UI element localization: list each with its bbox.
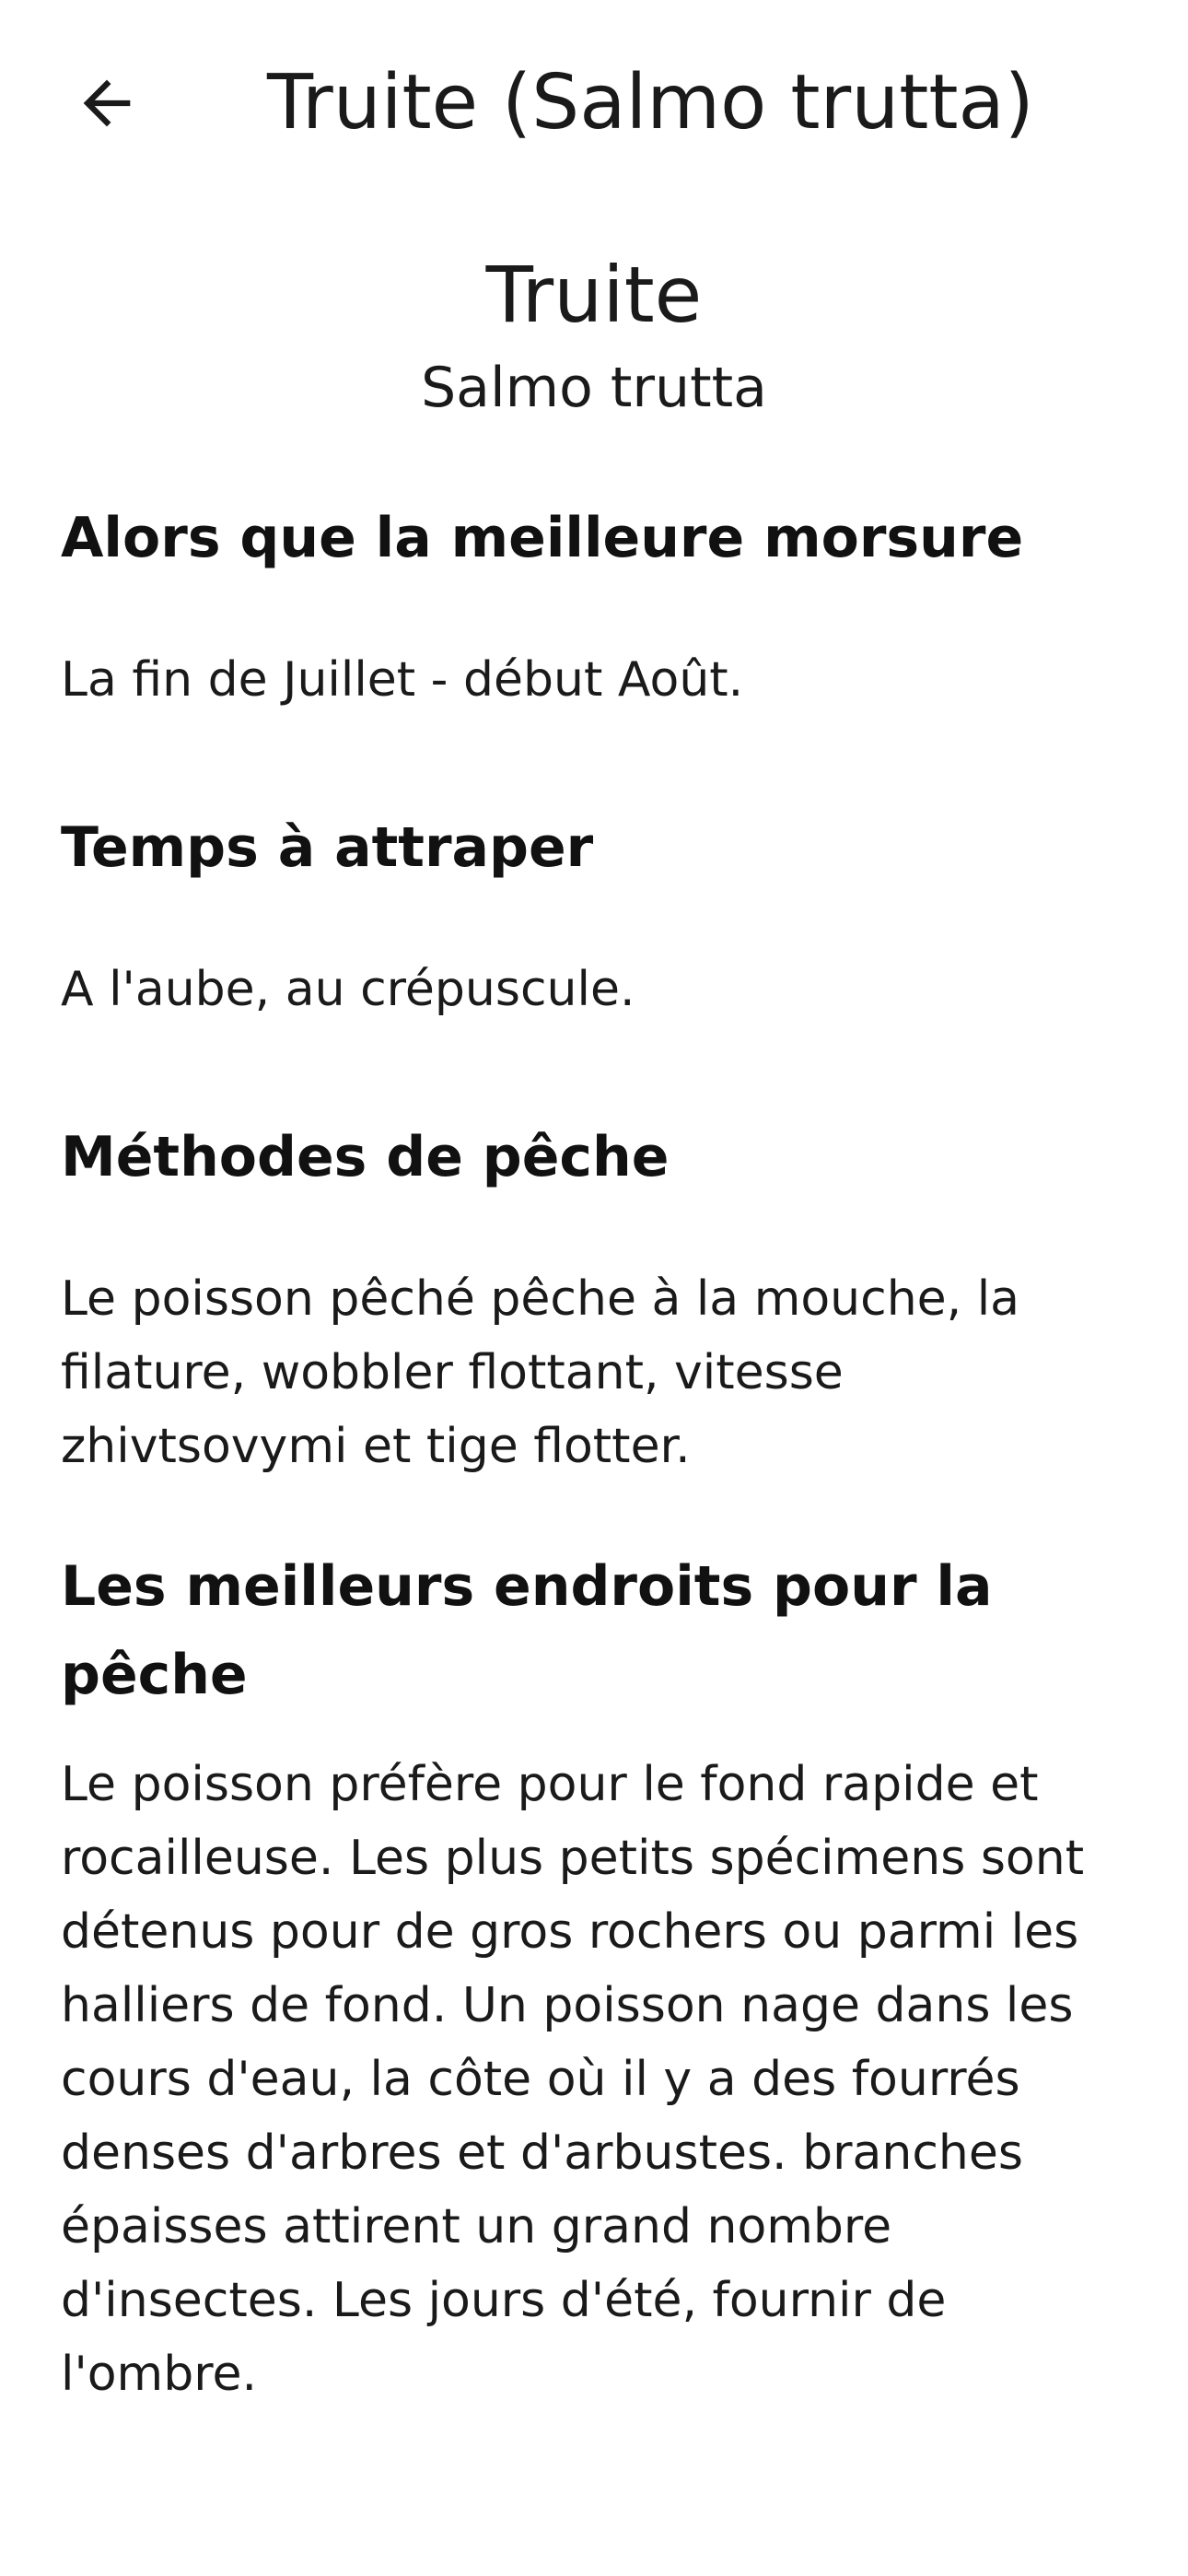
fish-latin-name: Salmo trutta xyxy=(421,356,767,420)
section-text-best-bite: La fin de Juillet - début Août. xyxy=(61,652,744,708)
section-text-best-places: Le poisson préfère pour le fond rapide et rocailleuse. Les plus petits spécimens sont détenus pour de gros rochers ou parmi les halliers de fond. Un poisson nage dans les cours d'eau, la côte où il y a des fourrés denses d'arbres et d'arbustes. branches épaisses attirent un grand nombre d'insectes. Les jours d'été, fournir de l'ombre. xyxy=(61,1757,1085,2402)
section-text-catch-time: A l'aube, au crépuscule. xyxy=(61,962,635,1017)
back-button[interactable] xyxy=(55,52,158,155)
section-title-catch-time: Temps à attraper xyxy=(61,815,594,880)
arrow-left-icon xyxy=(72,68,142,138)
section-title-best-places: Les meilleurs endroits pour la pêche xyxy=(61,1554,993,1707)
app-bar-title: Truite (Salmo trutta) xyxy=(267,59,1034,146)
fish-header xyxy=(0,241,1188,427)
section-title-fishing-methods: Méthodes de pêche xyxy=(61,1125,670,1189)
fish-common-name: Truite xyxy=(485,250,703,340)
app-bar xyxy=(0,0,1188,205)
section-text-fishing-methods: Le poisson pêché pêche à la mouche, la filature, wobbler flottant, vitesse zhivtsovymi et tige flotter. xyxy=(61,1271,1020,1474)
section-title-best-bite: Alors que la meilleure morsure xyxy=(61,506,1024,570)
